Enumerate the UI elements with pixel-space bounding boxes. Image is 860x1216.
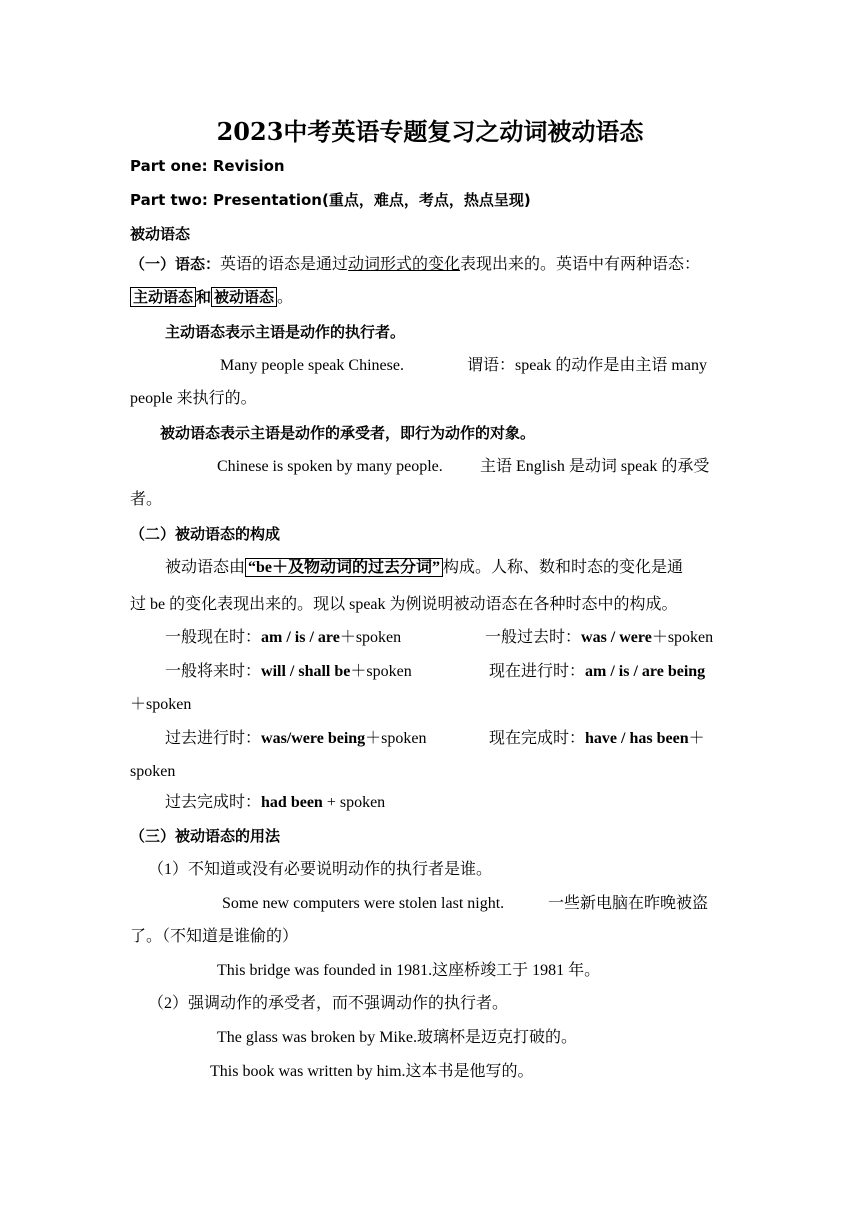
example-1-zh-cont: people 来执行的。	[130, 390, 257, 407]
structure-paragraph: 被动语态由 “be＋及物动词的过去分词” 构成。人称、数和时态的变化是通	[165, 559, 684, 576]
example-1-en: Many people speak Chinese.	[220, 357, 404, 374]
usage-2: （2）强调动作的承受者，而不强调动作的执行者。	[148, 995, 509, 1012]
example-2-zh-cont: 者。	[130, 491, 163, 508]
voice-types-line: 主动语态 和 被动语态 。	[130, 286, 293, 309]
tense-past-perfect: 过去完成时：had been + spoken	[165, 794, 386, 811]
section-heading: 被动语态	[130, 225, 191, 243]
structure-heading: （二）被动语态的构成	[130, 525, 281, 543]
tense-present-perfect-cont: spoken	[130, 763, 176, 780]
usage-1: （1）不知道或没有必要说明动作的执行者是谁。	[148, 861, 493, 878]
part-one-heading: Part one: Revision	[130, 157, 285, 175]
voice-intro-line: （一）语态：英语的语态是通过动词形式的变化表现出来的。英语中有两种语态：	[130, 255, 701, 273]
active-voice-box: 主动语态	[130, 287, 196, 307]
active-definition: 主动语态表示主语是动作的执行者。	[165, 323, 406, 341]
passive-definition: 被动语态表示主语是动作的承受者，即行为动作的对象。	[160, 424, 536, 442]
example-2-zh: 主语 English 是动词 speak 的承受	[480, 458, 710, 475]
passive-voice-box: 被动语态	[211, 287, 277, 307]
voice-label: （一）语态：	[130, 255, 221, 273]
tense-simple-present: 一般现在时：am / is / are＋spoken	[165, 629, 402, 646]
formula-box: “be＋及物动词的过去分词”	[245, 558, 443, 577]
part-two-heading: Part two: Presentation(重点，难点，考点，热点呈现)	[130, 191, 531, 209]
tense-present-perfect: 现在完成时：have / has been＋	[489, 730, 705, 747]
tense-present-continuous: 现在进行时：am / is / are being	[489, 663, 706, 680]
structure-paragraph-cont: 过 be 的变化表现出来的。现以 speak 为例说明被动语态在各种时态中的构成。	[130, 596, 678, 613]
usage-2-example-2: This book was written by him.这本书是他写的。	[210, 1063, 534, 1080]
usage-1-example-1-zh-cont: 了。（不知道是谁偷的）	[130, 928, 299, 945]
tense-simple-future: 一般将来时：will / shall be＋spoken	[165, 663, 412, 680]
usage-1-example-1-zh: 一些新电脑在昨晚被盗	[548, 895, 709, 912]
example-2-en: Chinese is spoken by many people.	[217, 458, 443, 475]
usage-2-example-1: The glass was broken by Mike.玻璃杯是迈克打破的。	[217, 1029, 577, 1046]
tense-past-continuous: 过去进行时：was/were being＋spoken	[165, 730, 427, 747]
document-title: 2023中考英语专题复习之动词被动语态	[216, 117, 644, 146]
usage-1-example-2: This bridge was founded in 1981.这座桥竣工于 1981 年。	[217, 962, 601, 979]
tense-present-continuous-cont: ＋spoken	[130, 696, 192, 713]
usage-heading: （三）被动语态的用法	[130, 827, 281, 845]
tense-simple-past: 一般过去时：was / were＋spoken	[485, 629, 714, 646]
example-1-zh: 谓语：speak 的动作是由主语 many	[467, 357, 707, 374]
underlined-phrase: 动词形式的变化	[348, 256, 461, 273]
usage-1-example-1-en: Some new computers were stolen last night.	[222, 895, 505, 912]
